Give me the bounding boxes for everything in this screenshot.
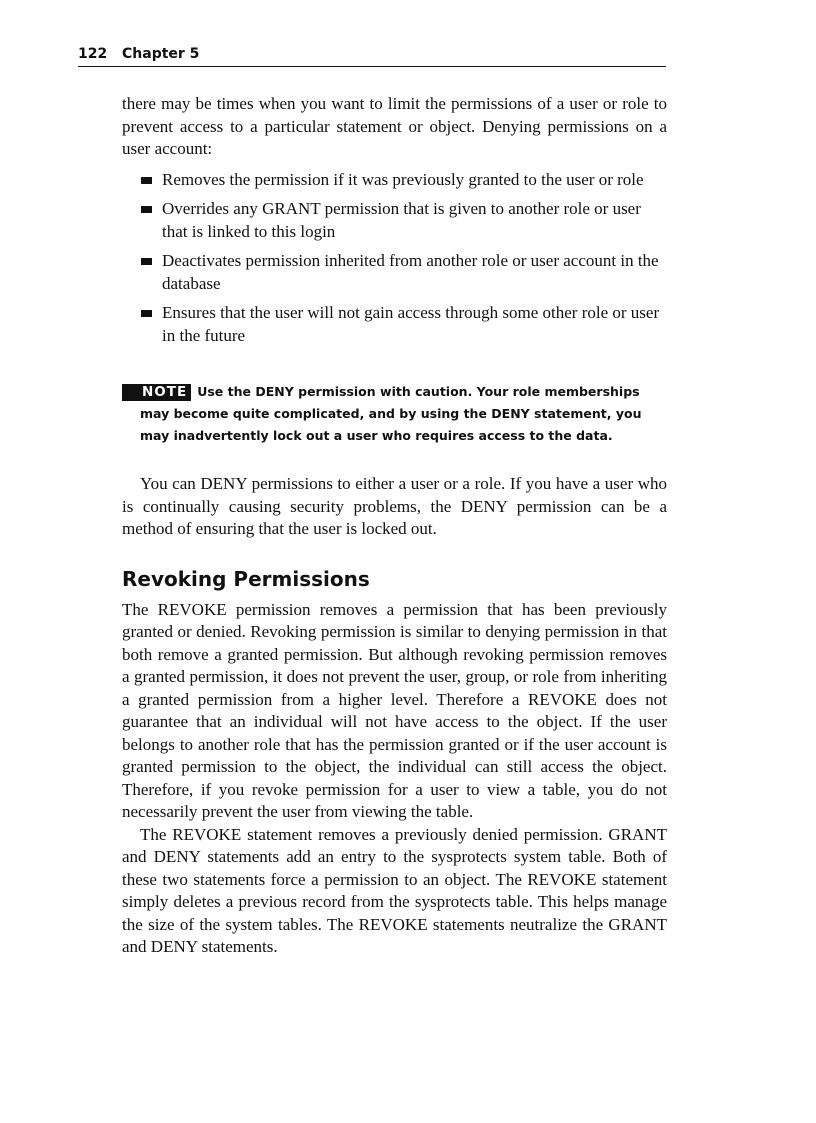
deny-effects-list (122, 169, 667, 348)
list-item-text: Overrides any GRANT permission that is given to another role or user that is linked to this login (162, 199, 641, 241)
list-item-text: Ensures that the user will not gain access through some other role or user in the future (162, 303, 660, 345)
list-item (162, 169, 667, 192)
list-item-text: Removes the permission if it was previously granted to the user or role (162, 169, 644, 189)
page-number: 122 (78, 46, 108, 62)
bullet-square-icon (141, 177, 152, 184)
list-item (162, 302, 667, 347)
note-box (122, 381, 667, 447)
list-item-text: Deactivates permission inherited from another role or user account in the database (162, 251, 659, 293)
list-item (162, 250, 667, 295)
note-text: Use the DENY permission with caution. Your role memberships may become quite complicated, and by using the DENY statement, you may inadvertently lock out a user who requires access to the data. (140, 384, 642, 443)
bullet-square-icon (141, 310, 152, 317)
list-item (162, 198, 667, 243)
deny-paragraph: You can DENY permissions to either a user or a role. If you have a user who is continually causing security problems, the DENY permission can be a method of ensuring that the user is locked out. (122, 474, 667, 538)
section-heading: Revoking Permissions (122, 566, 370, 591)
revoke-paragraph-2: The REVOKE statement removes a previously denied permission. GRANT and DENY statements add an entry to the sysprotects system table. Both of these two statements force a permission to an object. The REVOKE statement simply deletes a previous record from the sysprotects table. This helps manage the size of the system tables. The REVOKE statements neutralize the GRANT and DENY statements. (122, 824, 667, 956)
intro-paragraph: there may be times when you want to limit the permissions of a user or role to prevent access to a particular statement or object. Denying permissions on a user account: (122, 94, 667, 158)
running-head (78, 44, 666, 67)
bullet-square-icon (141, 206, 152, 213)
chapter-title: Chapter 5 (122, 46, 200, 62)
page-body (122, 93, 667, 959)
bullet-square-icon (141, 258, 152, 265)
revoke-paragraph-1: The REVOKE permission removes a permission that has been previously granted or denied. Revoking permission is similar to denying permission in that both remove a granted permission. But although revoking permission removes a granted permission, it does not prevent the user, group, or role from inheriting a granted permission from a higher level. Therefore a REVOKE does not guarantee that an individual will not have access to the object. If the user belongs to another role that has the permission granted or if the user account is granted permission to the object, the individual can still access the object. Therefore, if you revoke permission for a user to view a table, you do not necessarily prevent the user from viewing the table. (122, 599, 667, 821)
note-label: NOTE (122, 384, 191, 401)
